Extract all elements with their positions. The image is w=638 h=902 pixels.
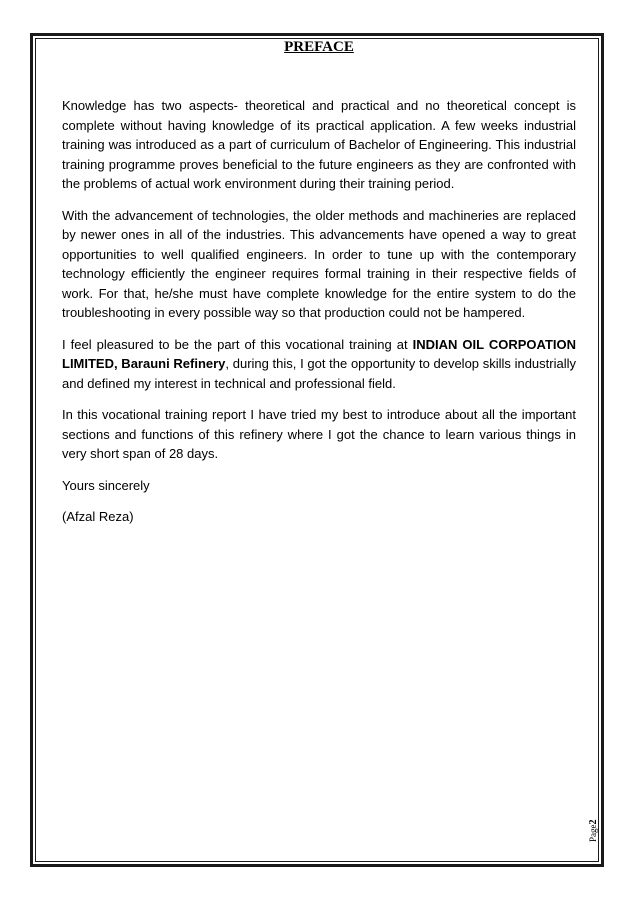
page-number: 2 [588, 819, 599, 825]
page-title: PREFACE [284, 39, 354, 55]
paragraph-3-tail: , during this, I got the opportunity to develop skills industrially and defined my interest in technical and professional field. [62, 356, 576, 391]
paragraph-3-lead: I feel pleasured to be the part of this vocational training at [62, 336, 413, 352]
paragraph-4: In this vocational training report I have tried my best to introduce about all the important sections and functions of this refinery where I got the chance to learn various things in very short span of 28 days. [62, 407, 576, 461]
page-word: Page [588, 824, 598, 842]
preface-body [62, 96, 576, 539]
signature-name: (Afzal Reza) [62, 509, 134, 524]
paragraph-2: With the advancement of technologies, the older methods and machineries are replaced by newer ones in all of the industries. This advancements have opened a way to great opportunities to well qualified engineers. In order to tune up with the contemporary technology efficiently the engineer requires formal training in their respective fields of work. For that, he/she must have complete knowledge for the entire system to do the troubleshooting in every possible way so that production could not be hampered. [62, 207, 576, 320]
company-name: INDIAN OIL CORPOATION LIMITED, Barauni Refinery [62, 336, 577, 371]
page-number-label [588, 820, 599, 843]
paragraph-3 [62, 335, 576, 394]
closing-line: Yours sincerely [62, 477, 150, 493]
paragraph-1: Knowledge has two aspects- theoretical and practical and no theoretical concept is complete without having knowledge of its practical application. A few weeks industrial training was introduced as a part of curriculum of Bachelor of Engineering. This industrial training programme proves beneficial to the future engineers as they are confronted with the problems of actual work environment during their training period. [62, 98, 576, 191]
